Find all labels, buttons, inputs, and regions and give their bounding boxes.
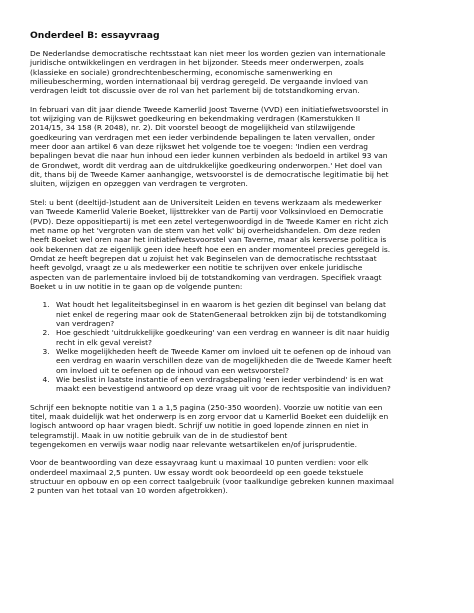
text-line: (PVD). Deze oppositiepartij is met een zetel vertegenwoordigd in de Tweede Kamer en richt zich xyxy=(30,216,389,226)
text-line: Stel: u bent (deeltijd-)student aan de Universiteit Leiden en tevens werkzaam als medewerker xyxy=(30,197,382,207)
text-line: met name op het 'vergroten van de stem van het volk' bij overheidshandelen. Om deze reden xyxy=(30,225,381,235)
text-line: 4. Wie beslist in laatste instantie of een verdragsbepaling 'een ieder verbindend' is en wat xyxy=(56,375,384,384)
text-line: heeft gevolgd, vraagt ze u als medewerker een notitie te schrijven over enkele juridische xyxy=(30,263,363,273)
text-line: juridische ontwikkelingen en verdragen in het bijzonder. Steeds meer onderwerpen, zoals xyxy=(30,58,364,68)
text-line: Schrijf een beknopte notitie van 1 a 1,5 pagina (250-350 woorden). Voorzie uw notitie van een xyxy=(30,402,383,412)
question-item xyxy=(52,375,442,394)
text-line: heeft Boeket wel oren naar het initiatiefwetsvoorstel van Taverne, maar als kersverse politica is xyxy=(30,235,387,245)
text-line: (klassieke en sociale) grondrechtenbescherming, economische samenwerking en xyxy=(30,67,333,77)
text-line: Omdat ze heeft begrepen dat u zojuist het vak Beginselen van de democratische rechtsstaat xyxy=(30,253,377,263)
text-line: 2 punten van het totaal van 10 worden afgetrokken). xyxy=(30,486,228,496)
text-line: 1. Wat houdt het legaliteitsbeginsel in en waarom is het gezien dit beginsel van belang dat xyxy=(56,300,386,310)
question-item xyxy=(52,300,442,328)
text-line: logisch antwoord op haar vragen biedt. Schrijf uw notitie in goed lopende zinnen en niet in xyxy=(30,421,369,431)
question-item xyxy=(52,328,442,347)
closing-paragraphs xyxy=(30,403,442,496)
text-line: titel, maak duidelijk wat het onderwerp is en zorg ervoor dat u Kamerlid Boeket een duidelijk en xyxy=(30,412,389,422)
text-line: maakt een bevestigend antwoord op deze vraag uit voor de rechtspositie van individuen? xyxy=(56,384,391,394)
intro-paragraphs xyxy=(30,49,442,291)
text-line: meer door aan artikel 6 van deze rijkswet het volgende toe te voegen: 'Indien een verdrag xyxy=(30,142,369,152)
paragraph xyxy=(30,403,442,450)
text-line: recht in elk geval vereist? xyxy=(56,337,152,347)
text-line: een verdrag en waarin verschillen deze van de mogelijkheden die de Tweede Kamer heeft xyxy=(56,356,392,366)
text-line: van Tweede Kamerlid Valerie Boeket, lijsttrekker van de Partij voor Volksinvloed en Democratie xyxy=(30,207,384,217)
text-line: om invloed uit te oefenen op de inhoud van een wetsvoorstel? xyxy=(56,365,290,375)
text-line: tot wijziging van de Rijkswet goedkeuring en bekendmaking verdragen (Kamerstukken II xyxy=(30,114,361,124)
text-line: sluiten, wijzigen en opzeggen van verdragen te vergroten. xyxy=(30,179,248,189)
text-line: structuur en opbouw en op een correct taalgebruik (voor taalkundige gebreken kunnen maximaal xyxy=(30,477,394,487)
text-line: 2. Hoe geschiedt 'uitdrukkelijke goedkeuring' van een verdrag en wanneer is dit naar huidig xyxy=(56,328,390,338)
text-line: De Nederlandse democratische rechtsstaat kan niet meer los worden gezien van internationale xyxy=(30,49,386,58)
text-line: 2014/15, 34 158 (R 2048), nr. 2). Dit voorstel beoogt de mogelijkheid van stilzwijgende xyxy=(30,123,356,133)
text-line: milieubescherming, worden internationaal bij verdrag geregeld. De vergaande invloed van xyxy=(30,77,368,87)
text-line: dit, thans bij de Tweede Kamer aanhangige, wetsvoorstel is de democratische legitimatie bij het xyxy=(30,170,389,180)
text-line: ook bekennen dat ze eigenlijk geen idee heeft hoe een en ander momenteel precies geregeld is. xyxy=(30,244,391,254)
text-line: goedkeuring van verdragen met een ieder verbindende bepalingen te laten vervallen, onder xyxy=(30,132,375,142)
text-line: bepalingen bevat die naar hun inhoud een ieder kunnen verbinden als bedoeld in artikel 93 van xyxy=(30,151,388,161)
text-line: Boeket u in uw notitie in te gaan op de volgende punten: xyxy=(30,281,243,291)
text-line: aspecten van de parlementaire invloed bij de totstandkoming van verdragen. Specifiek vraagt xyxy=(30,272,382,282)
text-line: Voor de beantwoording van deze essayvraag kunt u maximaal 10 punten verdien: voor elk xyxy=(30,458,369,468)
section-heading: Onderdeel B: essayvraag xyxy=(30,30,160,41)
text-line: tegengekomen en verwijs waar nodig naar relevante wetsartikelen en/of jurisprudentie. xyxy=(30,440,358,450)
text-line: 3. Welke mogelijkheden heeft de Tweede Kamer om invloed uit te oefenen op de inhoud van xyxy=(56,346,391,356)
paragraph xyxy=(30,105,442,189)
text-line: van verdragen? xyxy=(56,318,115,328)
text-line: de Grondwet, wordt dit verdrag aan de uitdrukkelijke goedkeuring onderworpen.' Het doel van xyxy=(30,160,383,170)
text-line: In februari van dit jaar diende Tweede Kamerlid Joost Taverne (VVD) een initiatiefwetsvoorstel in xyxy=(30,104,389,114)
question-item xyxy=(52,347,442,375)
paragraph xyxy=(30,49,442,96)
paragraph xyxy=(30,198,442,291)
text-line: niet enkel de regering maar ook de StatenGeneraal betrokken zijn bij de totstandkoming xyxy=(56,309,387,319)
text-line: verdragen leidt tot discussie over de rol van het parlement bij de totstandkoming ervan. xyxy=(30,86,360,96)
text-line: telegramstijl. Maak in uw notitie gebruik van de in de studiestof bent xyxy=(30,430,288,440)
paragraph xyxy=(30,458,442,495)
question-list xyxy=(30,300,442,393)
text-line: onderdeel maximaal 2,5 punten. Uw essay wordt ook beoordeeld op een goede tekstuele xyxy=(30,467,364,477)
